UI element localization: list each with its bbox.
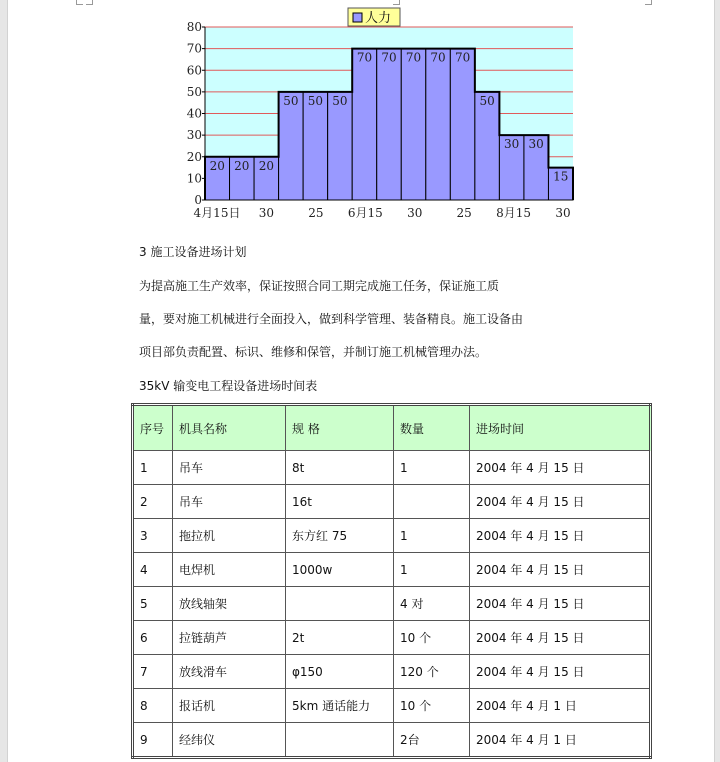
cell-name: 吊车: [173, 485, 286, 519]
cell-spec: φ150: [286, 655, 394, 689]
data-label: 70: [454, 50, 471, 65]
cell-date: 2004 年 4 月 1 日: [470, 723, 651, 758]
data-label: 50: [307, 93, 324, 108]
cell-spec: 16t: [286, 485, 394, 519]
table-row: [133, 451, 651, 485]
crop-mark: [645, 0, 652, 5]
cell-date: 2004 年 4 月 15 日: [470, 621, 651, 655]
cell-spec: 5km 通话能力: [286, 689, 394, 723]
legend-label: 人力: [365, 11, 392, 26]
cell-name: 拖拉机: [173, 519, 286, 553]
cell-spec: 1000w: [286, 553, 394, 587]
data-label: 15: [553, 169, 569, 184]
data-label: 50: [283, 93, 299, 108]
page-left-margin: [0, 0, 8, 762]
cell-name: 经纬仪: [173, 723, 286, 758]
x-tick-label: 30: [258, 206, 275, 220]
x-tick-label: 8月15: [496, 206, 532, 220]
x-tick-label: 30: [555, 206, 571, 220]
data-label: 20: [209, 158, 225, 173]
section-title: 3 施工设备进场计划: [139, 245, 247, 259]
bar: [352, 49, 377, 200]
bar: [279, 92, 304, 200]
cell-name: 放线轴架: [173, 587, 286, 621]
table-row: [133, 553, 651, 587]
cell-date: 2004 年 4 月 15 日: [470, 587, 651, 621]
bar: [475, 92, 500, 200]
table-row: [133, 723, 651, 758]
table-title: 35kV 输变电工程设备进场时间表: [139, 379, 318, 393]
data-label: 30: [504, 137, 520, 152]
bar: [450, 49, 475, 200]
table-row: [133, 655, 651, 689]
cell-index: 9: [133, 723, 173, 758]
y-tick-label: 70: [186, 41, 202, 56]
cell-name: 吊车: [173, 451, 286, 485]
y-tick-label: 0: [194, 193, 202, 207]
data-label: 50: [332, 93, 348, 108]
data-label: 50: [479, 93, 495, 108]
cell-index: 8: [133, 689, 173, 723]
bar: [328, 92, 353, 200]
cell-date: 2004 年 4 月 15 日: [470, 553, 651, 587]
crop-mark: [76, 0, 83, 5]
cell-date: 2004 年 4 月 15 日: [470, 451, 651, 485]
header-name: 机具名称: [173, 405, 286, 451]
cell-spec: [286, 723, 394, 758]
header-date: 进场时间: [470, 405, 651, 451]
cell-name: 电焊机: [173, 553, 286, 587]
table-header-row: [133, 405, 651, 451]
y-tick-label: 40: [186, 106, 202, 121]
cell-index: 6: [133, 621, 173, 655]
paragraph-line-1: 为提高施工生产效率，保证按照合同工期完成施工任务，保证施工质: [139, 279, 500, 293]
page-right-margin: [714, 0, 720, 762]
data-label: 70: [381, 50, 397, 65]
x-tick-label: 4月15日: [193, 206, 241, 220]
data-label: 70: [405, 50, 422, 65]
cell-qty: 2台: [394, 723, 470, 758]
legend-swatch: [353, 13, 362, 22]
cell-qty: 120 个: [394, 655, 470, 689]
cell-spec: 8t: [286, 451, 394, 485]
cell-spec: [286, 587, 394, 621]
y-tick-label: 50: [186, 84, 202, 99]
cell-date: 2004 年 4 月 15 日: [470, 519, 651, 553]
cell-qty: 10 个: [394, 621, 470, 655]
cell-name: 报话机: [173, 689, 286, 723]
paragraph-line-3: 项目部负责配置、标识、维修和保管，并制订施工机械管理办法。: [139, 345, 488, 359]
paragraph-line-2: 量，要对施工机械进行全面投入，做到科学管理、装备精良。施工设备由: [139, 312, 524, 326]
data-label: 70: [430, 50, 446, 65]
cell-qty: 1: [394, 553, 470, 587]
cell-name: 拉链葫芦: [173, 621, 286, 655]
x-tick-label: 25: [308, 206, 324, 220]
data-label: 70: [356, 50, 373, 65]
x-tick-label: 30: [407, 206, 423, 220]
cell-date: 2004 年 4 月 15 日: [470, 655, 651, 689]
cell-index: 4: [133, 553, 173, 587]
data-label: 20: [234, 158, 250, 173]
table-row: [133, 519, 651, 553]
header-spec: 规 格: [286, 405, 394, 451]
table-row: [133, 485, 651, 519]
y-tick-label: 20: [186, 149, 202, 164]
cell-index: 2: [133, 485, 173, 519]
y-tick-label: 30: [186, 128, 202, 143]
bar: [401, 49, 426, 200]
cell-qty: 1: [394, 451, 470, 485]
y-tick-label: 80: [186, 20, 202, 34]
cell-index: 7: [133, 655, 173, 689]
cell-spec: 2t: [286, 621, 394, 655]
table-row: [133, 587, 651, 621]
x-tick-label: 25: [456, 206, 472, 220]
cell-date: 2004 年 4 月 15 日: [470, 485, 651, 519]
cell-index: 3: [133, 519, 173, 553]
cell-qty: 1: [394, 519, 470, 553]
cell-qty: [394, 485, 470, 519]
bar: [377, 49, 402, 200]
data-label: 30: [528, 137, 544, 152]
x-tick-label: 6月15: [347, 206, 383, 220]
cell-spec: 东方红 75: [286, 519, 394, 553]
cell-name: 放线滑车: [173, 655, 286, 689]
cell-qty: 4 对: [394, 587, 470, 621]
table-row: [133, 689, 651, 723]
y-tick-label: 10: [186, 171, 202, 186]
y-tick-label: 60: [186, 63, 202, 78]
cell-qty: 10 个: [394, 689, 470, 723]
equipment-schedule-table: [131, 403, 652, 759]
table-row: [133, 621, 651, 655]
manpower-chart: [175, 5, 585, 225]
cell-index: 5: [133, 587, 173, 621]
cell-index: 1: [133, 451, 173, 485]
crop-mark: [86, 0, 93, 5]
bar: [303, 92, 328, 200]
header-qty: 数量: [394, 405, 470, 451]
data-label: 20: [258, 158, 274, 173]
bar: [426, 49, 451, 200]
cell-date: 2004 年 4 月 1 日: [470, 689, 651, 723]
header-index: 序号: [133, 405, 173, 451]
